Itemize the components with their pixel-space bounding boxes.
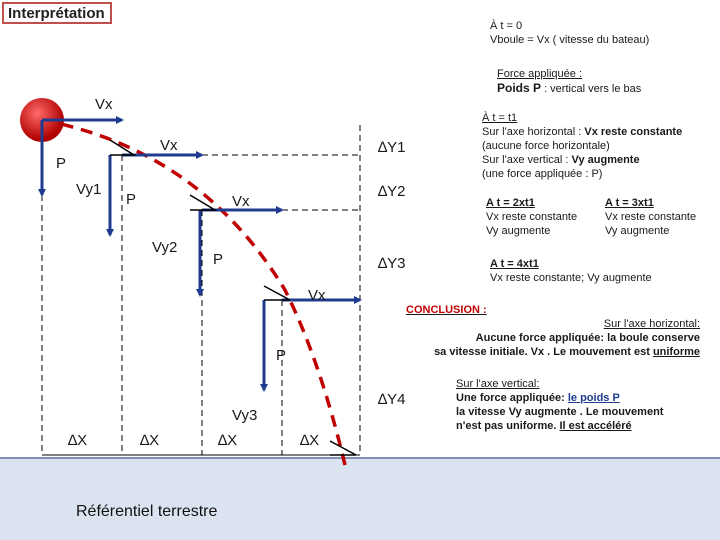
dx-label-4: ∆X [300, 432, 320, 449]
force-note [497, 67, 641, 96]
note-t4 [490, 257, 652, 285]
dx-label-3: ∆X [218, 432, 238, 449]
dy4-label: ∆Y4 [378, 391, 406, 408]
note-t2-line2: Vy augmente [486, 225, 551, 237]
reference-frame-label: Référentiel terrestre [76, 503, 218, 520]
p-label-2: P [126, 191, 137, 208]
page-title: Interprétation [2, 2, 112, 24]
note-t1-line2: (aucune force horizontale) [482, 140, 610, 152]
note-t1-line1b: Vx reste constante [584, 126, 683, 138]
vy1-label: Vy1 [76, 181, 102, 198]
vy3-label: Vy3 [232, 407, 258, 424]
note-t2-heading: A t = 2xt1 [486, 197, 535, 209]
note-t3 [605, 196, 696, 238]
conclusion-h-heading: Sur l'axe horizontal: [603, 318, 700, 330]
note-t1-line4: (une force appliquée : P) [482, 168, 603, 180]
p-label-1: P [56, 155, 67, 172]
force-name: Poids P [497, 81, 542, 95]
dx-label-1: ∆X [68, 432, 88, 449]
conclusion-v-line3b: Il est accéléré [559, 420, 632, 432]
vx-label-1: Vx [95, 96, 113, 113]
vx-label-2: Vx [160, 137, 178, 154]
note-t1-line3b: Vy augmente [571, 154, 640, 166]
conclusion-v-line3a: n'est pas uniforme. [456, 420, 560, 432]
note-t3-line1: Vx reste constante [605, 211, 697, 223]
vy2-label: Vy2 [152, 239, 178, 256]
conclusion-h-line2a: sa vitesse initiale. Vx . Le mouvement est [434, 346, 653, 358]
dy3-label: ∆Y3 [378, 255, 406, 272]
note-t0-line2: Vboule = Vx ( vitesse du bateau) [490, 34, 650, 46]
conclusion-v-line1a: Une force appliquée: [456, 392, 568, 404]
force-rest: : vertical vers le bas [541, 83, 642, 95]
note-t1-line3a: Sur l'axe vertical : [482, 154, 572, 166]
conclusion-heading: CONCLUSION : [406, 304, 487, 316]
note-t3-line2: Vy augmente [605, 225, 670, 237]
vx-label-4: Vx [308, 287, 326, 304]
horizontal-guides [122, 155, 360, 300]
dy2-label: ∆Y2 [378, 183, 406, 200]
note-t3-heading: A t = 3xt1 [605, 197, 654, 209]
note-t1-heading: À t = t1 [482, 112, 518, 124]
dx-label-2: ∆X [140, 432, 160, 449]
conclusion-v-line1b: le poids P [567, 392, 620, 404]
note-t2 [486, 196, 577, 238]
note-t4-heading: A t = 4xt1 [490, 258, 539, 270]
conclusion-vertical [456, 377, 663, 433]
force-heading: Force appliquée : [497, 68, 582, 80]
note-t4-line1: Vx reste constante; Vy augmente [490, 272, 652, 284]
note-t2-line1: Vx reste constante [486, 211, 578, 223]
conclusion-h-line2b: uniforme [652, 346, 700, 358]
p-label-4: P [276, 347, 287, 364]
conclusion-horizontal [400, 303, 700, 359]
vx-label-3: Vx [232, 193, 250, 210]
note-t1-line1a: Sur l'axe horizontal : [482, 126, 585, 138]
note-t0 [490, 19, 649, 47]
trajectory-curve [42, 120, 345, 465]
dy1-label: ∆Y1 [378, 139, 406, 156]
conclusion-h-line1: Aucune force appliquée: la boule conserve [475, 332, 700, 344]
p-label-3: P [213, 251, 224, 268]
note-t1 [482, 111, 682, 181]
conclusion-v-heading: Sur l'axe vertical: [456, 378, 540, 390]
conclusion-v-line2: la vitesse Vy augmente . Le mouvement [456, 406, 664, 418]
note-t0-line1: À t = 0 [490, 20, 523, 32]
